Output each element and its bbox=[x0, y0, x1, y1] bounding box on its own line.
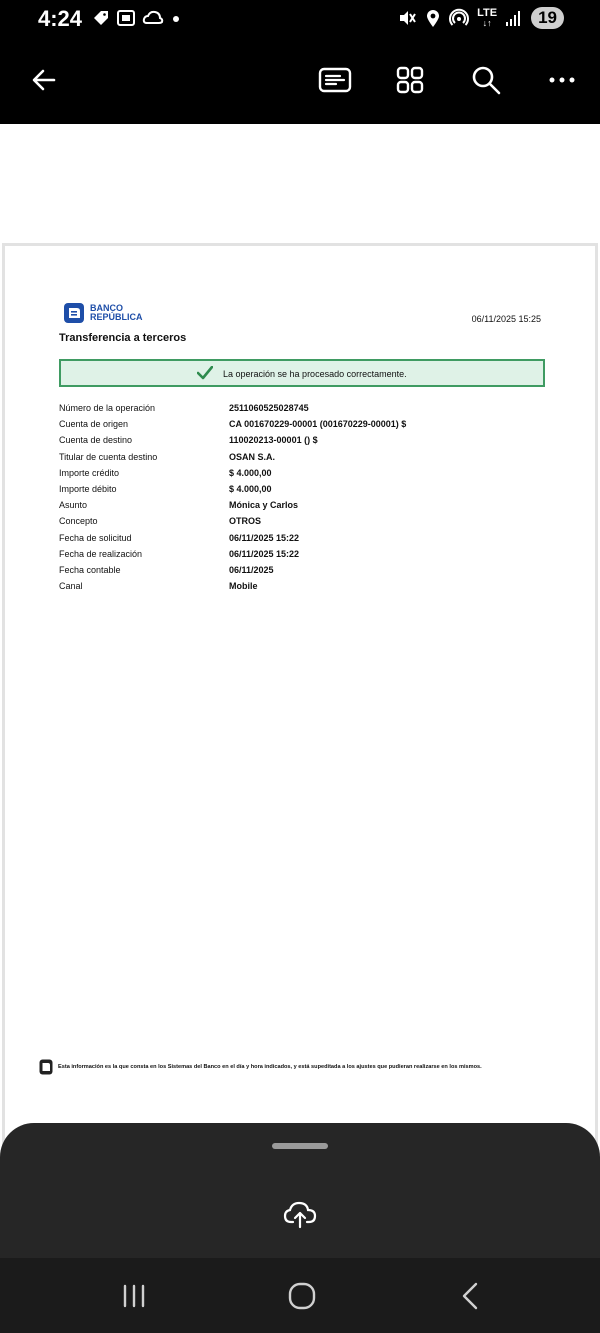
more-button[interactable] bbox=[542, 60, 582, 100]
detail-label: Fecha de solicitud bbox=[59, 532, 132, 543]
detail-row bbox=[59, 500, 545, 516]
status-right-icons bbox=[397, 7, 564, 29]
check-icon bbox=[197, 366, 213, 380]
cloud-icon bbox=[142, 9, 164, 27]
lte-label: LTE bbox=[477, 7, 498, 19]
detail-value: $ 4.000,00 bbox=[229, 483, 272, 494]
bottom-sheet bbox=[0, 1123, 600, 1258]
detail-value: 110020213-00001 () $ bbox=[229, 435, 318, 446]
success-banner bbox=[59, 359, 545, 387]
recent-apps-icon bbox=[121, 1284, 147, 1308]
status-time: 4:24 bbox=[38, 6, 83, 31]
detail-row bbox=[59, 533, 545, 549]
detail-value: Mobile bbox=[229, 581, 258, 592]
detail-label: Importe crédito bbox=[59, 467, 120, 478]
grid-view-icon bbox=[395, 65, 425, 95]
detail-row bbox=[59, 435, 545, 451]
back-button[interactable] bbox=[24, 60, 64, 100]
detail-row bbox=[59, 403, 545, 419]
dot-icon bbox=[170, 12, 182, 24]
battery-badge: 19 bbox=[531, 7, 564, 29]
location-icon bbox=[425, 8, 441, 28]
detail-label: Fecha de realización bbox=[59, 548, 143, 559]
detail-value: $ 4.000,00 bbox=[229, 467, 272, 478]
document-page bbox=[2, 243, 598, 1211]
detail-row bbox=[59, 565, 545, 581]
detail-label: Cuenta de origen bbox=[59, 419, 129, 430]
navigation-bar bbox=[0, 1258, 600, 1333]
search-button[interactable] bbox=[466, 60, 506, 100]
status-left-icons bbox=[92, 8, 182, 28]
detail-row bbox=[59, 484, 545, 500]
logo-line1: BANCO bbox=[90, 303, 123, 313]
arrow-left-icon bbox=[30, 66, 58, 94]
detail-row bbox=[59, 516, 545, 532]
detail-row bbox=[59, 419, 545, 435]
status-bar bbox=[0, 0, 600, 40]
hotspot-icon bbox=[449, 8, 469, 28]
detail-value: CA 001670229-00001 (001670229-00001) $ bbox=[229, 419, 407, 430]
back-icon bbox=[460, 1282, 480, 1310]
signal-icon bbox=[505, 9, 523, 27]
detail-value: 06/11/2025 15:22 bbox=[229, 532, 300, 543]
detail-row bbox=[59, 468, 545, 484]
detail-value: OTROS bbox=[229, 516, 262, 527]
detail-value: Mónica y Carlos bbox=[229, 500, 299, 511]
app-bar bbox=[0, 40, 600, 124]
detail-value: 2511060525028745 bbox=[229, 403, 309, 413]
detail-label: Fecha contable bbox=[59, 564, 121, 575]
search-icon bbox=[470, 64, 502, 96]
nav-back-button[interactable] bbox=[446, 1278, 494, 1314]
detail-label: Importe débito bbox=[59, 483, 117, 494]
text-view-icon bbox=[318, 66, 352, 94]
detail-label: Número de la operación bbox=[59, 403, 156, 413]
home-button[interactable] bbox=[278, 1278, 326, 1314]
tag-icon bbox=[92, 9, 110, 27]
sheet-handle[interactable] bbox=[272, 1143, 328, 1149]
logo-line2: REPÚBLICA bbox=[90, 312, 143, 322]
detail-label: Canal bbox=[59, 581, 83, 592]
detail-value: OSAN S.A. bbox=[229, 451, 276, 462]
bank-logo-icon bbox=[63, 302, 85, 324]
detail-value: 06/11/2025 15:22 bbox=[229, 548, 300, 559]
upload-button[interactable] bbox=[282, 1197, 318, 1233]
detail-label: Asunto bbox=[59, 500, 88, 511]
document-date: 06/11/2025 15:25 bbox=[471, 314, 541, 324]
bank-logo bbox=[63, 302, 143, 324]
footer-text: Esta información es la que consta en los Sistemas del Banco en el día y hora indicados, y está supeditada a los ajustes que pudieran realizarse en los mismos. bbox=[58, 1064, 482, 1070]
grid-view-button[interactable] bbox=[390, 60, 430, 100]
cloud-upload-icon bbox=[283, 1201, 317, 1229]
lte-indicator: LTE ↓↑ bbox=[477, 7, 498, 28]
detail-row bbox=[59, 581, 545, 597]
detail-label: Titular de cuenta destino bbox=[59, 451, 158, 462]
screenshot-icon bbox=[116, 8, 136, 28]
detail-label: Concepto bbox=[59, 516, 98, 527]
more-icon bbox=[548, 75, 576, 85]
footer-note bbox=[39, 1059, 482, 1075]
detail-label: Cuenta de destino bbox=[59, 435, 133, 446]
document-viewer[interactable] bbox=[0, 124, 600, 1124]
mute-icon bbox=[397, 8, 417, 28]
recent-apps-button[interactable] bbox=[110, 1278, 158, 1314]
home-icon bbox=[287, 1281, 317, 1311]
detail-row bbox=[59, 452, 545, 468]
bank-footer-icon bbox=[39, 1059, 53, 1075]
detail-value: 06/11/2025 bbox=[229, 564, 274, 575]
detail-row bbox=[59, 549, 545, 565]
text-view-button[interactable] bbox=[315, 60, 355, 100]
document-title: Transferencia a terceros bbox=[59, 332, 187, 344]
success-message: La operación se ha procesado correctamente. bbox=[223, 369, 407, 379]
operation-details bbox=[59, 403, 545, 597]
